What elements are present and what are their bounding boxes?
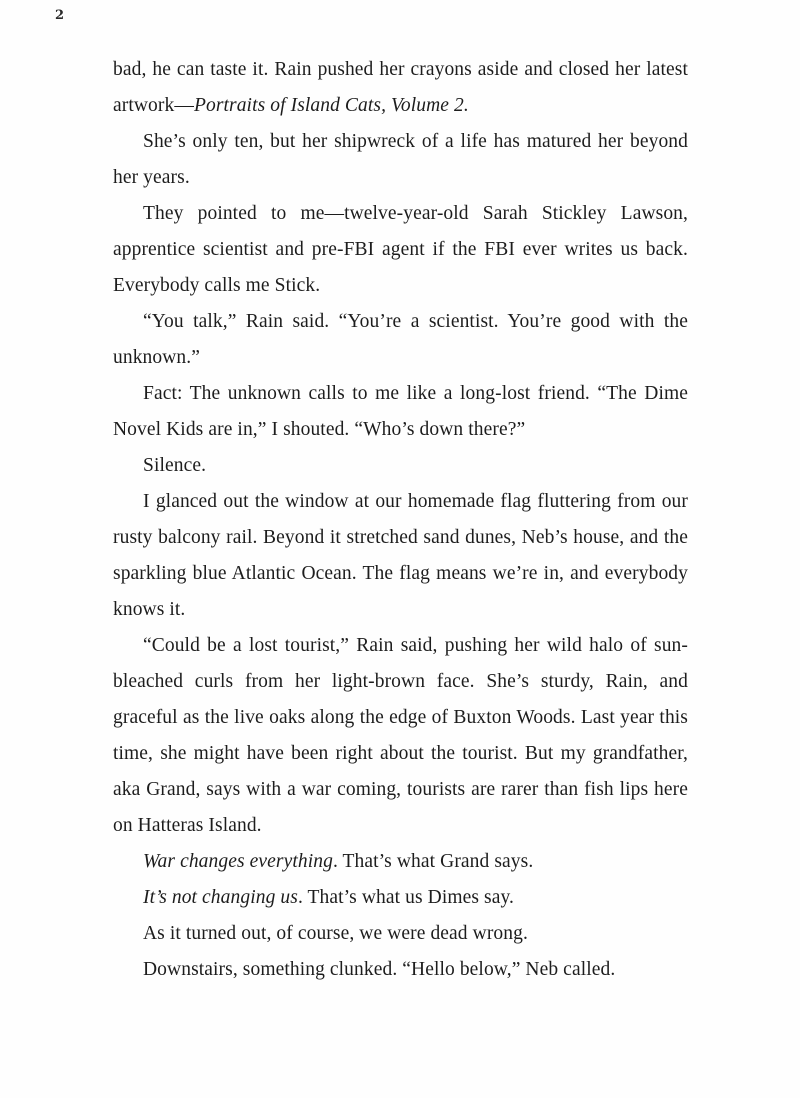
italic-text-segment: Portraits of Island Cats, Volume 2. xyxy=(193,95,469,116)
text-segment: “You talk,” Rain said. “You’re a scientist. You’re good with the unknown.” xyxy=(113,311,688,368)
text-segment: As it turned out, of course, we were dead wrong. xyxy=(143,923,528,944)
text-segment: Downstairs, something clunked. “Hello below,” Neb called. xyxy=(143,959,616,980)
paragraph xyxy=(113,628,688,844)
text-segment: bad, he can taste it. Rain pushed her crayons aside and closed her latest artwork— xyxy=(113,59,688,116)
paragraph xyxy=(113,880,688,916)
text-segment: They pointed to me—twelve-year-old Sarah Stickley Lawson, apprentice scientist and pre-FBI agent if the FBI ever writes us back. Everybody calls me Stick. xyxy=(113,203,688,296)
body-text xyxy=(113,52,688,988)
paragraph xyxy=(113,844,688,880)
text-segment: I glanced out the window at our homemade flag fluttering from our rusty balcony rail. Beyond it stretched sand dunes, Neb’s house, and the sparkling blue Atlantic Ocean. The flag means we’re in, and everybody knows it. xyxy=(113,491,688,620)
text-segment: . That’s what Grand says. xyxy=(332,851,534,872)
text-segment: Fact: The unknown calls to me like a long-lost friend. “The Dime Novel Kids are in,” I shouted. “Who’s down there?” xyxy=(113,383,688,440)
paragraph xyxy=(113,304,688,376)
paragraph xyxy=(113,484,688,628)
paragraph xyxy=(113,376,688,448)
paragraph xyxy=(113,124,688,196)
italic-text-segment: It’s not changing us xyxy=(143,887,298,908)
paragraph xyxy=(113,52,688,124)
page-number: 2 xyxy=(55,8,65,23)
text-segment: She’s only ten, but her shipwreck of a life has matured her beyond her years. xyxy=(113,131,688,188)
text-segment: . That’s what us Dimes say. xyxy=(297,887,515,908)
paragraph xyxy=(113,916,688,952)
italic-text-segment: War changes everything xyxy=(143,851,333,872)
text-segment: Silence. xyxy=(143,455,207,476)
paragraph xyxy=(113,952,688,988)
text-segment: “Could be a lost tourist,” Rain said, pushing her wild halo of sun-bleached curls from her light-brown face. She’s sturdy, Rain, and graceful as the live oaks along the edge of Buxton Woods. Last year this time, she might have been right about the tourist. But my grandfather, aka Grand, says with a war coming, tourists are rarer than fish lips here on Hatteras Island. xyxy=(113,635,688,836)
paragraph xyxy=(113,448,688,484)
paragraph xyxy=(113,196,688,304)
